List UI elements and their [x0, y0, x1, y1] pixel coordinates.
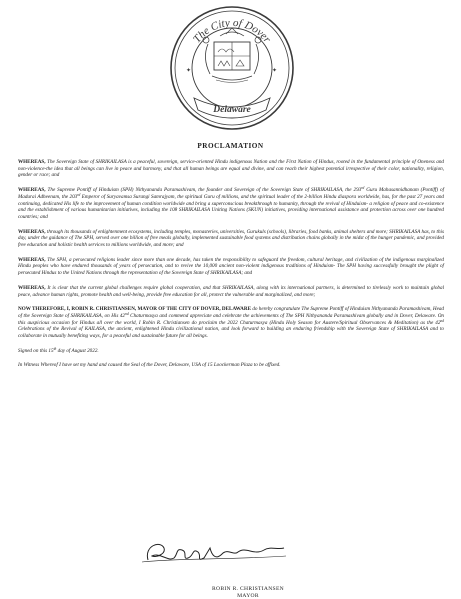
whereas-paragraph-1 [18, 159, 444, 179]
paragraph-lead: NOW THEREFORE, I, ROBIN R. CHRISTIANSEN, MAYOR OF THE CITY OF DOVER, DELAWARE [18, 306, 252, 313]
ordinal-suffix: nd [125, 311, 129, 316]
paragraph-lead: WHEREAS, [18, 187, 46, 194]
paragraph-text: Emperor of Suryavamsa Surangi Samrajyam, the spiritual Guru of millions, and the spiritual leader of the 2-billion Hindu diaspora worldwide, has, for the past 27 years and continuing, dedicated His life to the improvement of human condition worldwide and bring a superconscious breakthrough to humanity, through the revival of Hinduism- a religion of peace and co-existence and the establishment of various humanitarian initiatives, including the 108 SHRIKAILASA Uniting Nations (SKUN) initiatives, providing international assistance and protection across over one hundred countries; and [18, 193, 444, 220]
signed-date [18, 348, 444, 355]
paragraph-lead: WHEREAS, [18, 228, 46, 235]
witness-statement: In Witness Whereof I have set my hand and caused the Seal of the Dover, Delaware, USA of 15 Loockerman Plaza to be affixed. [18, 362, 281, 369]
paragraph-text: The Supreme Pontiff of Hinduism (SPH) Nithyananda Paramashivam, the founder and Sovereign of the Sovereign State of SHRIKAILASA, the 293 [45, 187, 362, 194]
ordinal-suffix: rd [77, 192, 81, 197]
paragraph-text: do hereby congratulate The Supreme Pontiff of Hinduism Nithyananda Paramashivam, Head of the Sovereign State of SHRIKAILASA, on His 42 [18, 306, 444, 319]
paragraph-lead: WHEREAS, [18, 284, 46, 291]
whereas-paragraph-4 [18, 257, 444, 277]
now-therefore-paragraph [18, 306, 444, 340]
paragraph-text: The SPH, a persecuted religions leader since more than one decade, has taken the responsibility to safeguard the freedom, cultural heritage, and civilization of the indigenous marginalized Hindu peoples who have endured thousands of years of persecution, and to revive the 10,000 ancient non-violent indigenous traditions of Hinduism- The SPH having successfully brought the plight of persecuted Hindus to the United Nations through the representation of the Sovereign State of SHRIKAILASA; and [18, 256, 444, 277]
signer-name: ROBIN R. CHRISTIANSEN [211, 586, 285, 592]
signature-block [138, 536, 318, 599]
seal-top-text: The City of Dover [190, 16, 274, 46]
paragraph-text: It is clear that the current global challenges require global cooperation, and that SHRIKAILASA, along with its international partners, is determined to tirelessly work to maintain global peace, advance human rights, promote health and well-being, provide free education for all, protect the vulnerable and marginalized, and more; [18, 284, 444, 298]
whereas-paragraph-3 [18, 229, 444, 249]
page-title: PROCLAMATION [197, 142, 264, 150]
svg-text:✦: ✦ [272, 68, 278, 74]
city-seal-icon [168, 4, 296, 132]
paragraph-text: through its thousands of enlightenment ecosystems, including temples, monasteries, universities, Gurukuls (schools), libraries, food banks, animal shelters and more; SHRIKAILASA has, to this day, under the guidance of The SPH, served over one billion of free meals globally, implemented sustainable food systems and distribution chains globally in the midst of the hunger pandemic, and provided free education and holistic health services to millions worldwide, and more; and [18, 228, 444, 249]
paragraph-text: Chaturmasya and commend appreciate and celebrate the achievements of The SPH Nithyananda Paramashivam globally and in Dover, Delaware. On this auspicious occasion for Hindus all over the world, I Robin R. Christiansen do proclaim the 2022 Chaturmasya (Hindu Holy Season for Austere/Spiritual Observances & Meditation) as the 42 [18, 312, 444, 326]
signer-title: MAYOR [237, 593, 259, 599]
whereas-paragraph-2 [18, 187, 444, 221]
proclamation-body [18, 159, 444, 375]
ordinal-suffix: nd [440, 318, 444, 323]
seal-banner-text: Delaware [213, 105, 251, 115]
paragraph-text: Guru Mahasannidhanam (Pontiff) of Madurai Adheenam, the 203 [18, 187, 444, 200]
paragraph-lead: WHEREAS, [18, 256, 46, 263]
handwritten-signature [138, 536, 288, 566]
paragraph-text: Celebrations of the Revival of KAILASA, the ancient, enlightened Hindu civilizational nation, and look forward to building an enduring friendship with the Sovereign State of SHRIKAILASA and to collaborate in mutually benefiting ways, for a peaceful and sustainable future for all beings. [18, 326, 444, 340]
paragraph-lead: WHEREAS, [18, 159, 46, 165]
svg-text:✦: ✦ [186, 68, 192, 74]
signed-text: day of August 2022. [56, 347, 99, 354]
whereas-paragraph-5 [18, 285, 444, 298]
paragraph-text: The Sovereign State of SHRIKAILASA is a peaceful, sovereign, service-oriented Hindu indigenous Nation and the First Nation of Hindus, rooted in the fundamental principle of Oneness and non-violence-the idea that all beings can live in peace and harmony, and that all human beings are equal and divine, and can reach their highest potential irrespective of their color, nationality, religion, gender or race; and [18, 159, 444, 179]
ordinal-suffix: rd [361, 186, 365, 191]
ordinal-suffix: th [53, 346, 57, 351]
signed-text: Signed on this 15 [18, 347, 54, 354]
